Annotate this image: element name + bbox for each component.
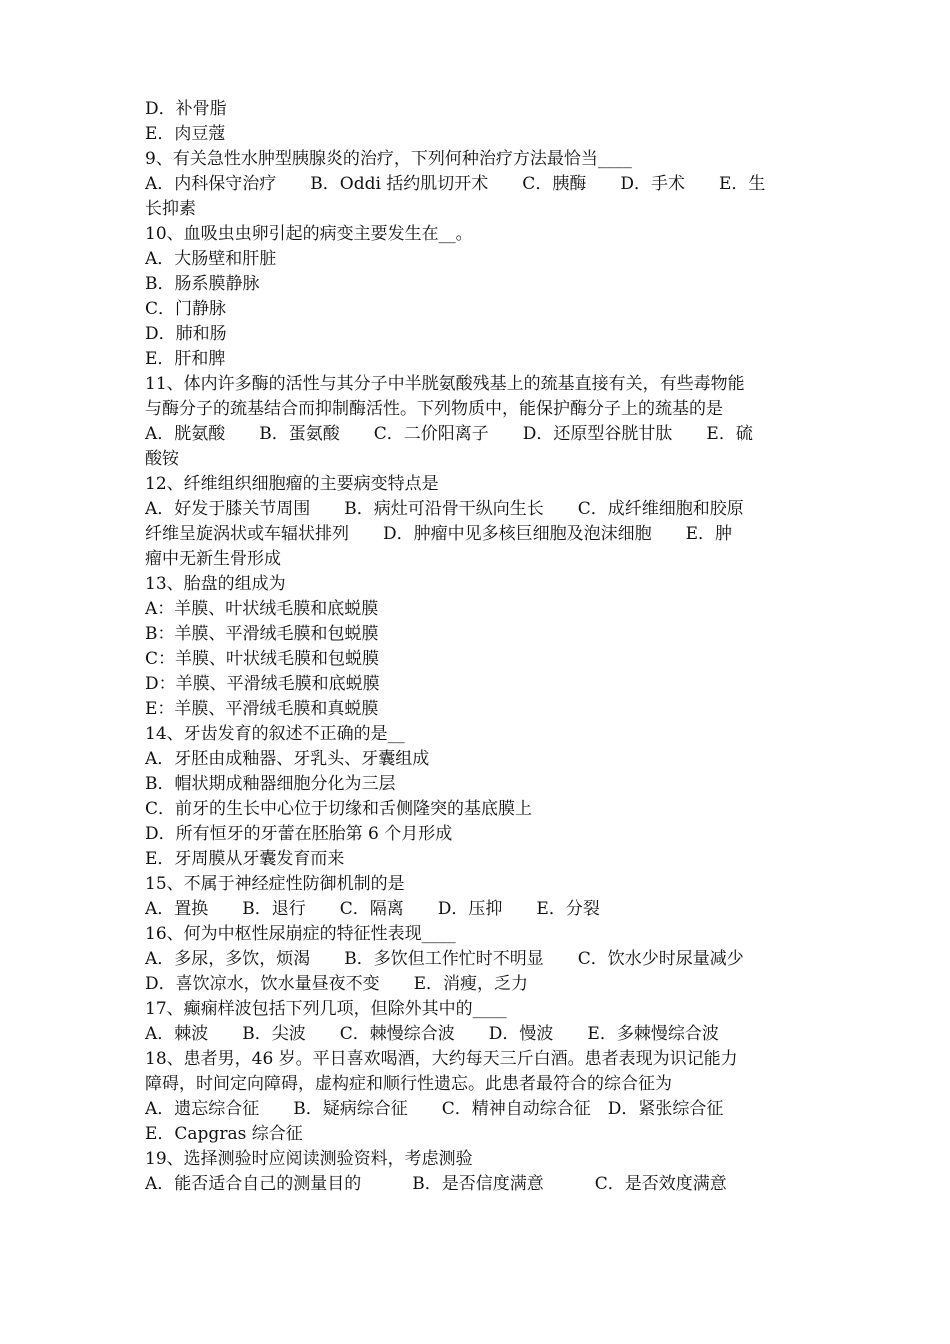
text-line: D．肺和肠 [145,324,227,344]
document-page [145,97,810,1197]
text-line: 纤维呈旋涡状或车辐状排列 D．肿瘤中见多核巨细胞及泡沫细胞 E．肿 [145,524,733,544]
text-line: A．置换 B．退行 C．隔离 D．压抑 E．分裂 [145,899,600,919]
question-17: 17、癫痫样波包括下列几项，但除外其中的____ [145,999,507,1019]
text-line: 与酶分子的巯基结合而抑制酶活性。下列物质中，能保护酶分子上的巯基的是 [145,399,723,419]
question-12: 12、纤维组织细胞瘤的主要病变特点是 [145,474,439,494]
text-line: E．肝和脾 [145,349,226,369]
text-line: 障碍，时间定向障碍，虚构症和顺行性遗忘。此患者最符合的综合征为 [145,1074,672,1094]
text-line: A．棘波 B．尖波 C．棘慢综合波 D．慢波 E．多棘慢综合波 [145,1024,719,1044]
text-line: E．肉豆蔻 [145,124,226,144]
question-16: 16、何为中枢性尿崩症的特征性表现____ [145,924,456,944]
text-line: A．内科保守治疗 B．Oddi 括约肌切开术 C．胰酶 D．手术 E．生 [145,174,766,194]
text-line: C：羊膜、叶状绒毛膜和包蜕膜 [145,649,380,669]
question-9: 9、有关急性水肿型胰腺炎的治疗，下列何种治疗方法最恰当____ [145,149,632,169]
text-line: A．胱氨酸 B．蛋氨酸 C．二价阳离子 D．还原型谷胱甘肽 E．硫 [145,424,753,444]
text-line: A．大肠壁和肝脏 [145,249,277,269]
text-line: 酸铵 [145,449,179,469]
question-19: 19、选择测验时应阅读测验资料，考虑测验 [145,1149,473,1169]
text-line: B：羊膜、平滑绒毛膜和包蜕膜 [145,624,379,644]
text-line: D．补骨脂 [145,99,227,119]
text-line: 长抑素 [145,199,196,219]
text-line: D．所有恒牙的牙蕾在胚胎第 6 个月形成 [145,824,453,844]
text-line: B．帽状期成釉器细胞分化为三层 [145,774,396,794]
text-line: E．牙周膜从牙囊发育而来 [145,849,345,869]
text-line: C．前牙的生长中心位于切缘和舌侧隆突的基底膜上 [145,799,533,819]
text-line: A．能否适合自己的测量目的 B．是否信度满意 C．是否效度满意 [145,1174,727,1194]
text-line: E．Capgras 综合征 [145,1124,303,1144]
question-14: 14、牙齿发育的叙述不正确的是__ [145,724,405,744]
text-line: B．肠系膜静脉 [145,274,260,294]
text-line: A．遗忘综合征 B．疑病综合征 C．精神自动综合征 D．紧张综合征 [145,1099,724,1119]
question-10: 10、血吸虫虫卵引起的病变主要发生在__。 [145,224,473,244]
text-line: D：羊膜、平滑绒毛膜和底蜕膜 [145,674,380,694]
text-line: A．多尿，多饮，烦渴 B．多饮但工作忙时不明显 C．饮水少时尿量减少 [145,949,744,969]
question-13: 13、胎盘的组成为 [145,574,286,594]
text-line: C．门静脉 [145,299,227,319]
question-15: 15、不属于神经症性防御机制的是 [145,874,405,894]
text-line: A．牙胚由成釉器、牙乳头、牙囊组成 [145,749,430,769]
text-line: E：羊膜、平滑绒毛膜和真蜕膜 [145,699,379,719]
text-line: A：羊膜、叶状绒毛膜和底蜕膜 [145,599,379,619]
text-line: D．喜饮凉水，饮水量昼夜不变 E．消瘦，乏力 [145,974,529,994]
text-line: 瘤中无新生骨形成 [145,549,281,569]
text-line: A．好发于膝关节周围 B．病灶可沿骨干纵向生长 C．成纤维细胞和胶原 [145,499,744,519]
question-11: 11、体内许多酶的活性与其分子中半胱氨酸残基上的巯基直接有关，有些毒物能 [145,374,745,394]
question-18: 18、患者男，46 岁。平日喜欢喝酒，大约每天三斤白酒。患者表现为识记能力 [145,1049,738,1069]
